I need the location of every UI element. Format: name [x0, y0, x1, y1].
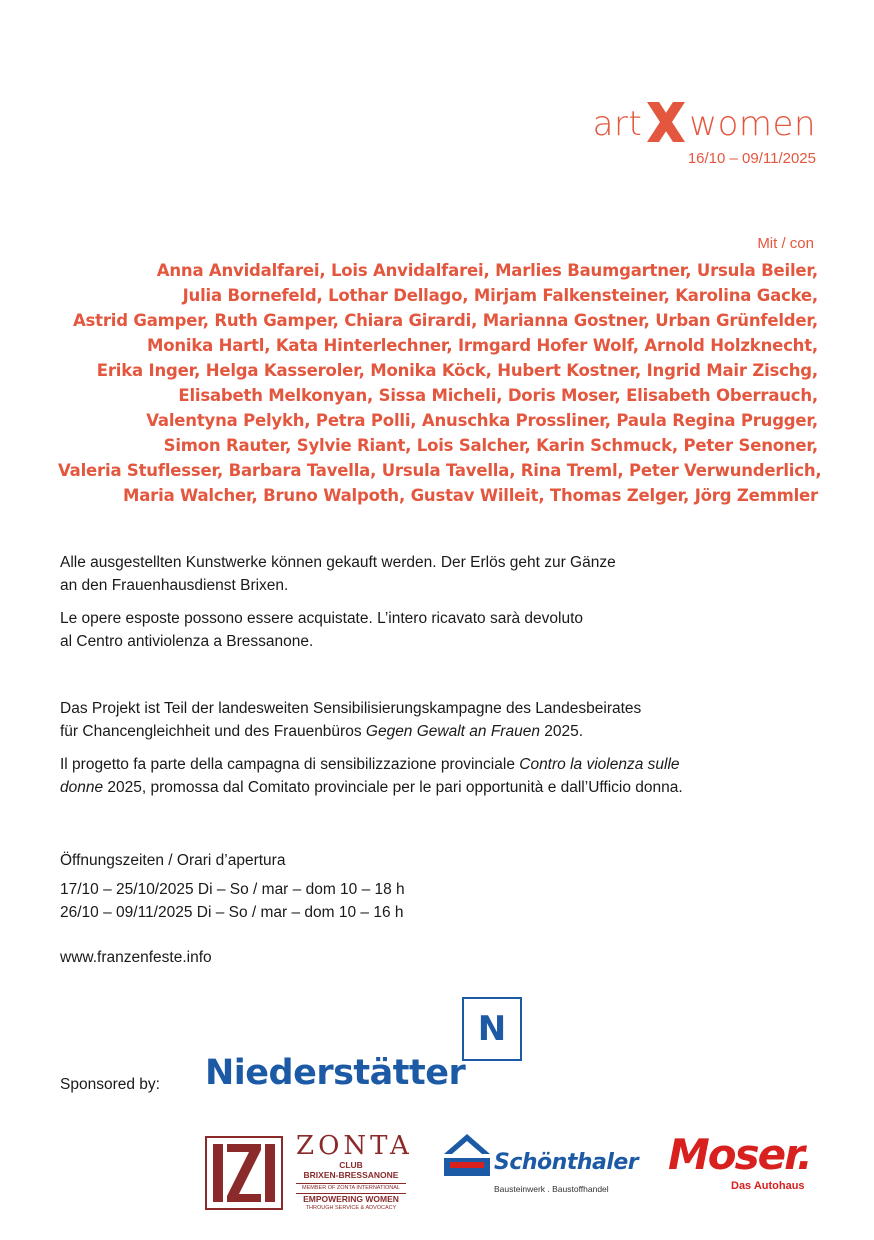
project-text-de — [60, 697, 641, 743]
hours-line-2: 26/10 – 09/11/2025 Di – So / mar – dom 10 – 16 h — [60, 904, 404, 921]
artist-line: Anna Anvidalfarei, Lois Anvidalfarei, Marlies Baumgartner, Ursula Beiler, — [156, 261, 818, 280]
zonta-location: BRIXEN-BRESSANONE — [303, 1170, 399, 1180]
artist-line: Valentyna Pelykh, Petra Polli, Anuschka Prossliner, Paula Regina Prugger, — [146, 411, 818, 430]
schoenthaler-tagline: Bausteinwerk . Baustoffhandel — [494, 1184, 609, 1194]
hours-line-1: 17/10 – 25/10/2025 Di – So / mar – dom 10 – 18 h — [60, 881, 405, 898]
logo-word-women: women — [689, 104, 816, 144]
schoenthaler-house-icon — [442, 1132, 492, 1178]
sponsored-by-label: Sponsored by: — [60, 1076, 160, 1093]
zonta-tagline: EMPOWERING WOMEN — [303, 1194, 399, 1204]
project-it-rest: 2025, promossa dal Comitato provinciale per le pari opportunità e dall’Ufficio donna. — [103, 779, 683, 796]
artist-line: Astrid Gamper, Ruth Gamper, Chiara Girardi, Marianna Gostner, Urban Grünfelder, — [72, 311, 818, 330]
project-it-line-1 — [60, 753, 683, 776]
project-de-line-1: Das Projekt ist Teil der landesweiten Sensibilisierungskampagne des Landesbeirates — [60, 700, 642, 717]
artist-line: Valeria Stuflesser, Barbara Tavella, Ursula Tavella, Rina Treml, Peter Verwunderlich, — [58, 461, 822, 480]
niederstaetter-logo-text: Niederstätter — [205, 1053, 466, 1093]
artists-label: Mit / con — [757, 235, 814, 252]
campaign-title-it-2: donne — [60, 779, 104, 796]
artist-line: Julia Bornefeld, Lothar Dellago, Mirjam Falkensteiner, Karolina Gacke, — [182, 286, 818, 305]
opening-hours — [60, 878, 405, 924]
artist-line: Simon Rauter, Sylvie Riant, Lois Salcher, Karin Schmuck, Peter Senoner, — [163, 436, 818, 455]
project-de-text: für Chancengleichheit und des Frauenbüros — [60, 723, 366, 740]
project-it-line-2 — [60, 776, 683, 799]
project-text-it — [60, 753, 683, 799]
sale-it-line-2: al Centro antiviolenza a Bressanone. — [60, 633, 314, 650]
sale-it-line-1: Le opere esposte possono essere acquistate. L’intero ricavato sarà devoluto — [60, 610, 584, 627]
exhibition-dates: 16/10 – 09/11/2025 — [687, 150, 816, 167]
zonta-club: CLUB — [339, 1160, 363, 1170]
sale-text-de — [60, 551, 616, 597]
niederstaetter-n-letter: N — [477, 1009, 507, 1049]
zonta-tagline-sub: THROUGH SERVICE & ADVOCACY — [305, 1205, 397, 1211]
artxwomen-logo — [593, 100, 816, 144]
niederstaetter-logo-mark — [462, 997, 522, 1061]
zonta-member: MEMBER OF ZONTA INTERNATIONAL — [296, 1183, 406, 1194]
project-de-year: 2025. — [539, 723, 584, 740]
sale-de-line-2: an den Frauenhausdienst Brixen. — [60, 577, 289, 594]
artist-line: Maria Walcher, Bruno Walpoth, Gustav Willeit, Thomas Zelger, Jörg Zemmler — [123, 486, 818, 505]
artist-line: Erika Inger, Helga Kasseroler, Monika Köck, Hubert Kostner, Ingrid Mair Zischg, — [96, 361, 818, 380]
project-it-text: Il progetto fa parte della campagna di sensibilizzazione provinciale — [60, 756, 520, 773]
artist-line: Monika Hartl, Kata Hinterlechner, Irmgard Hofer Wolf, Arnold Holzknecht, — [147, 336, 818, 355]
project-de-line-2 — [60, 720, 641, 743]
zonta-title: ZONTA — [296, 1131, 413, 1161]
website-link[interactable]: www.franzenfeste.info — [60, 949, 212, 966]
artists-list — [58, 258, 822, 508]
campaign-title-it-1: Contro la violenza sulle — [519, 756, 680, 773]
artist-line: Elisabeth Melkonyan, Sissa Micheli, Doris Moser, Elisabeth Oberrauch, — [178, 386, 818, 405]
zonta-emblem-icon — [205, 1136, 283, 1210]
opening-hours-title: Öffnungszeiten / Orari d’apertura — [60, 852, 286, 869]
moser-tagline: Das Autohaus — [731, 1180, 805, 1192]
sale-text-it — [60, 607, 583, 653]
sale-de-line-1: Alle ausgestellten Kunstwerke können gekauft werden. Der Erlös geht zur Gänze — [60, 554, 616, 571]
logo-word-art: art — [592, 104, 643, 144]
logo-x-icon — [645, 100, 687, 144]
campaign-title-de: Gegen Gewalt an Frauen — [365, 723, 540, 740]
moser-logo-text: Moser. — [668, 1130, 811, 1179]
schoenthaler-logo-text: Schönthaler — [494, 1150, 639, 1175]
zonta-logo-text — [296, 1131, 413, 1212]
